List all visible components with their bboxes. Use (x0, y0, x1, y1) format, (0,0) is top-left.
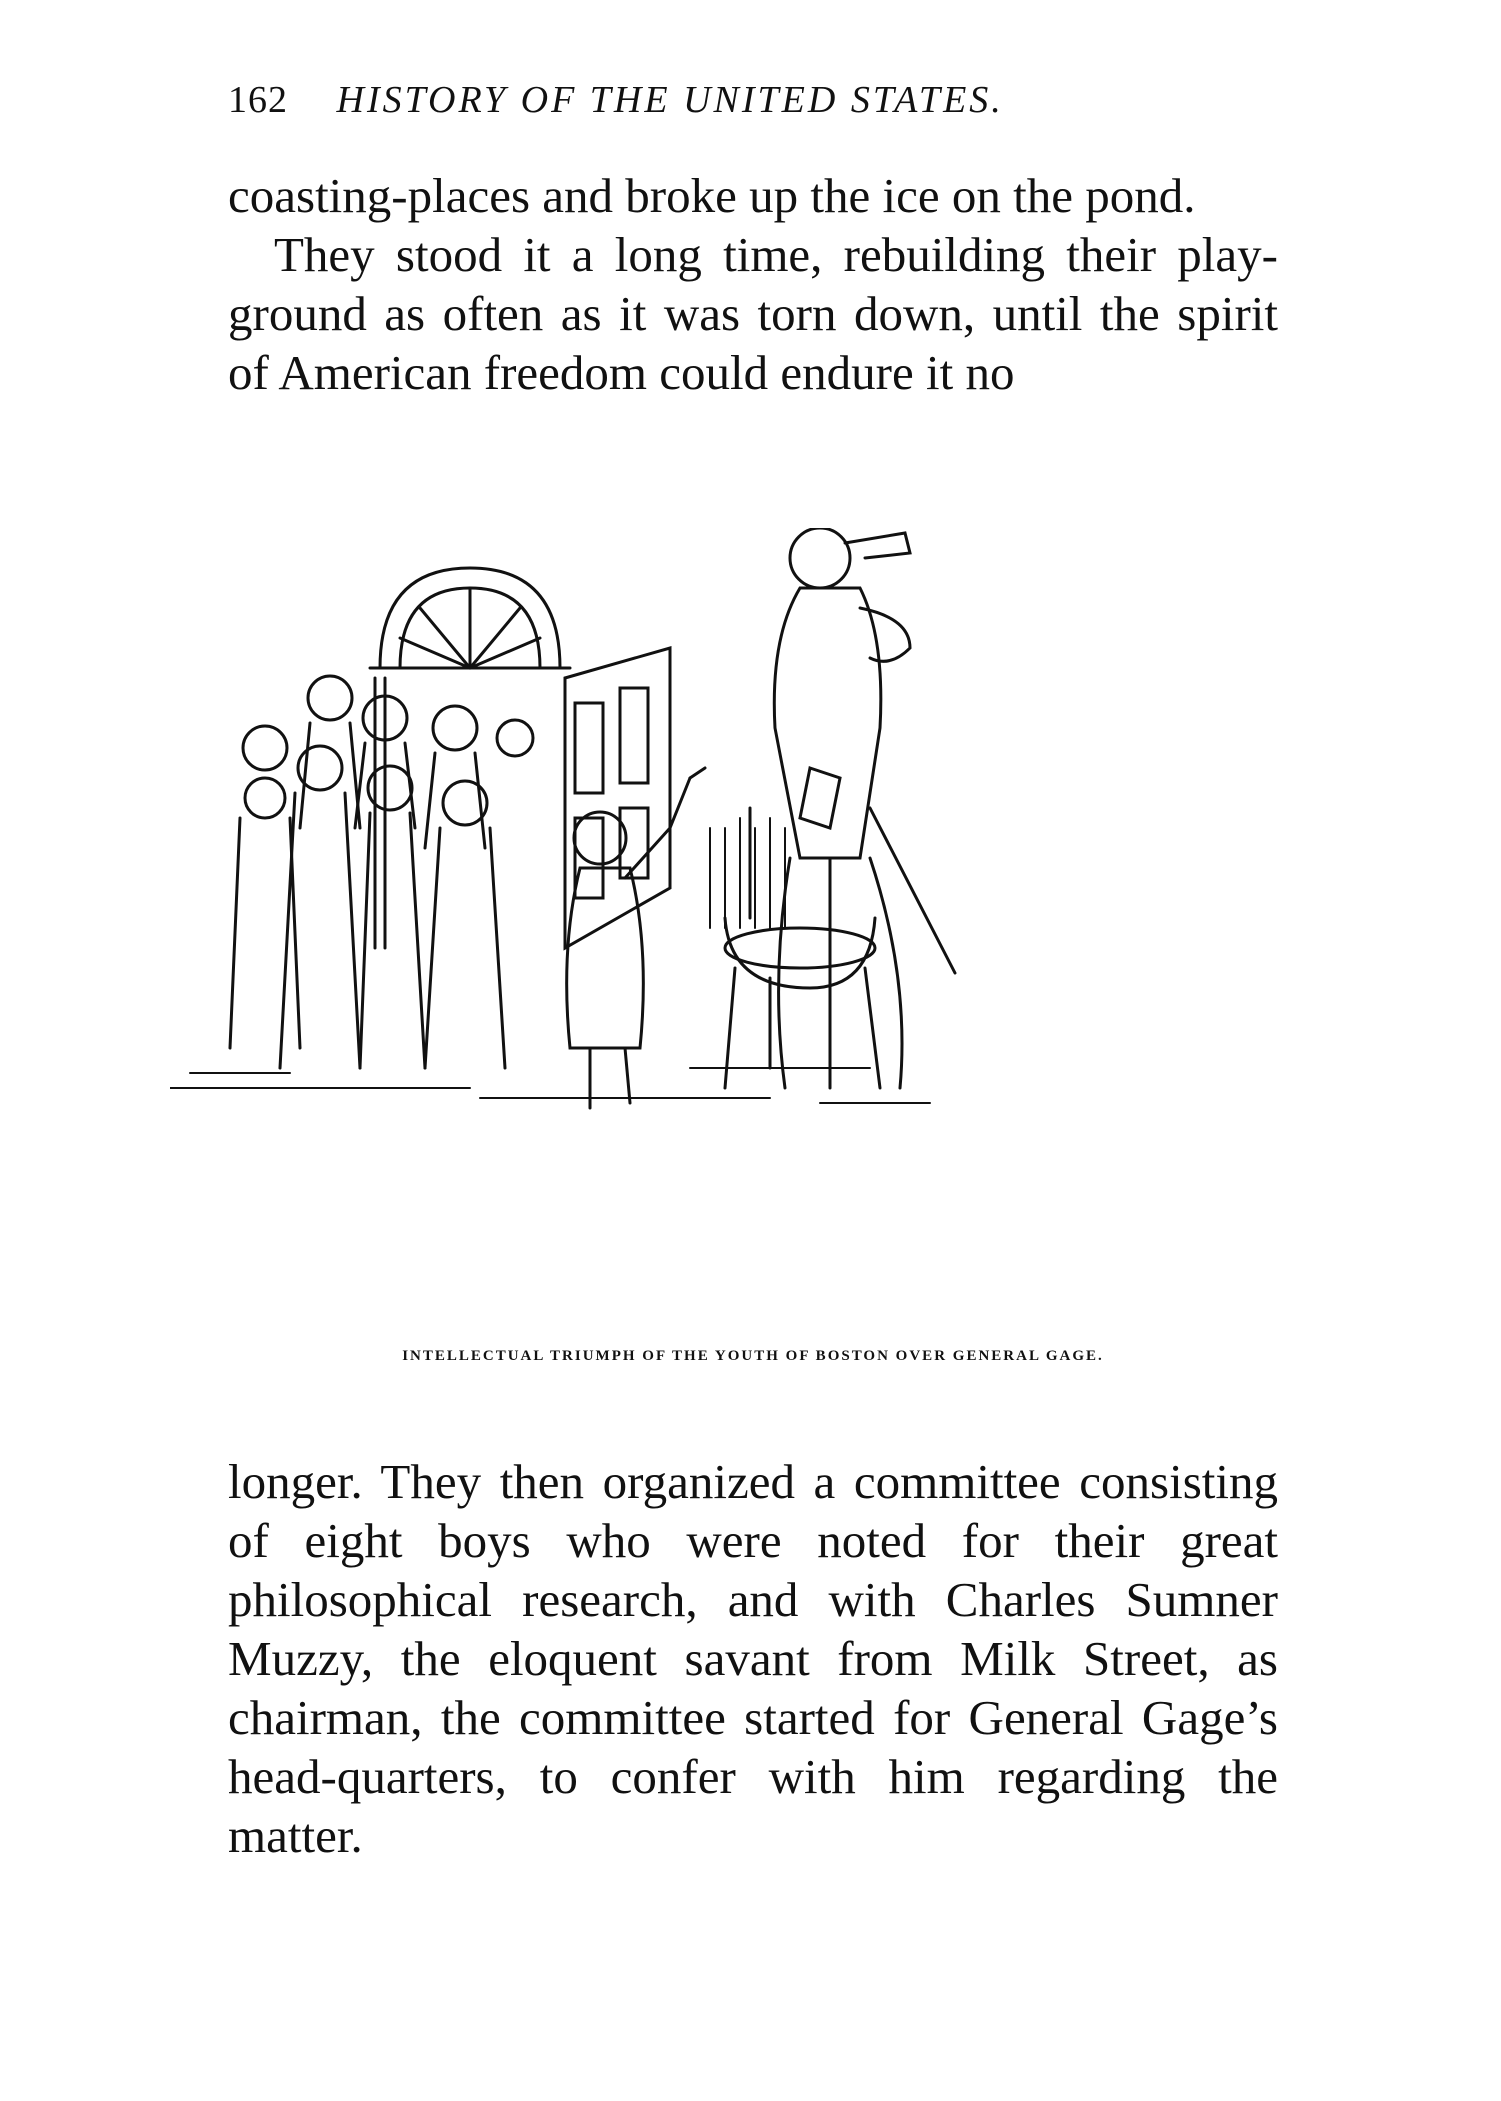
page-number: 162 (228, 79, 288, 121)
illustration-caption: INTELLECTUAL TRIUMPH OF THE YOUTH OF BOSTON OVER GENERAL GAGE. (402, 1348, 1104, 1364)
chair (725, 808, 880, 1088)
paragraph-continued: coasting-places and broke up the ice on the pond. (228, 168, 1196, 223)
floor (170, 1068, 930, 1103)
open-door (565, 648, 670, 948)
illustration (170, 528, 1290, 1318)
paragraph: They stood it a long time, rebuilding their play-ground as often as it was torn down, until the spirit of American freedom could endure it no (228, 227, 1278, 400)
text-block-bottom (228, 1452, 1278, 1865)
boys-group (230, 676, 533, 1068)
book-title: HISTORY OF THE UNITED STATES. (336, 79, 1004, 121)
general-gage (774, 528, 955, 1088)
doorway (370, 568, 570, 948)
running-head (228, 78, 1278, 122)
paragraph-continued: longer. They then organized a committee consisting of eight boys who were noted for their great philosophical research, and with Charles Sumner Muzzy, the eloquent savant from Milk Street, as chairman, the committee started for General Gage’s head-quarters, to confer with him regarding the matter. (228, 1454, 1278, 1863)
text-block-top (228, 166, 1278, 402)
wall-hatching (710, 818, 785, 928)
